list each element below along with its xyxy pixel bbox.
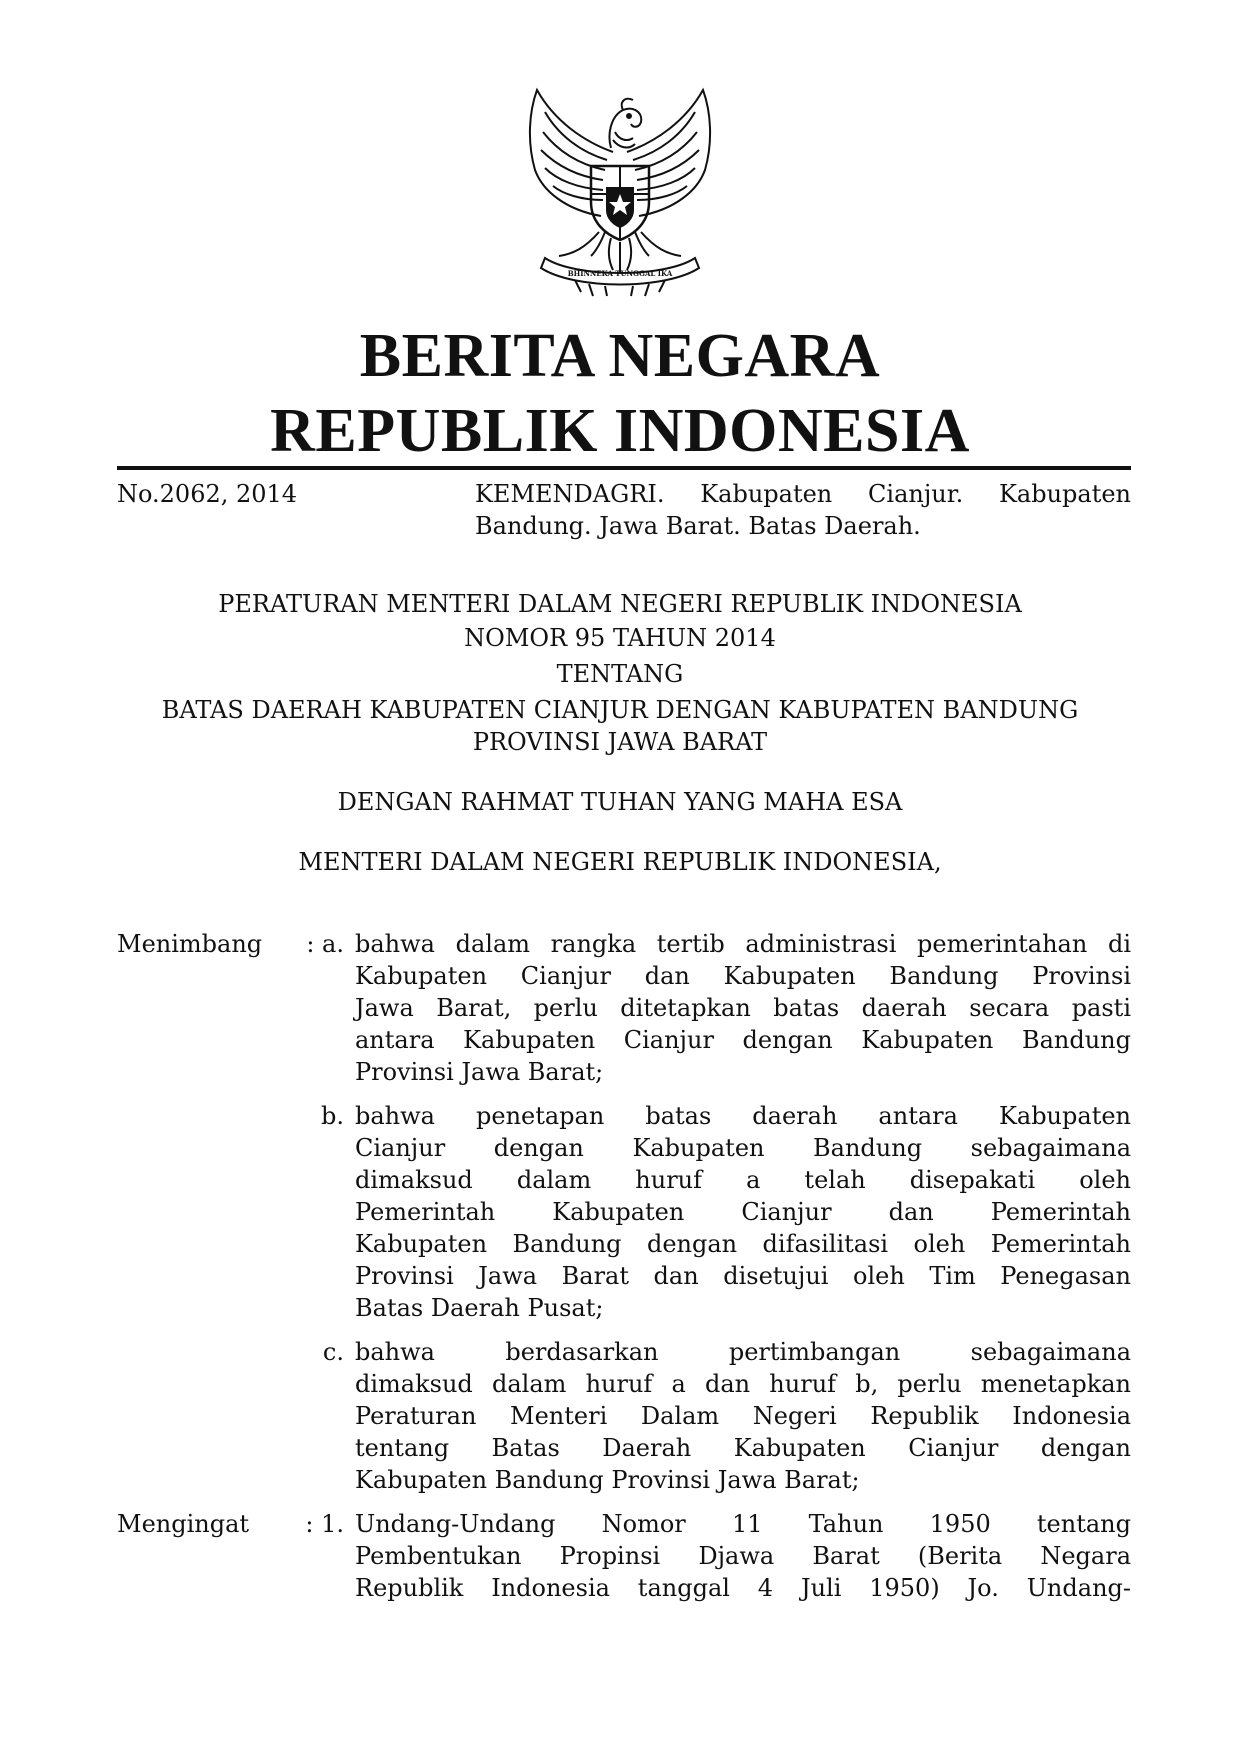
menimbang-marker-b: b. bbox=[321, 1102, 344, 1130]
garuda-emblem-icon bbox=[515, 82, 725, 297]
menimbang-b-line: Cianjur dengan Kabupaten Bandung sebagaimana bbox=[355, 1134, 1131, 1162]
menimbang-item-b bbox=[355, 1100, 1131, 1324]
mengingat-marker-1: : 1. bbox=[305, 1510, 344, 1538]
menimbang-marker-c: c. bbox=[322, 1338, 344, 1366]
menimbang-b-line: bahwa penetapan batas daerah antara Kabupaten bbox=[355, 1102, 1131, 1130]
issue-subject bbox=[475, 478, 1131, 542]
menimbang-c-line: dimaksud dalam huruf a dan huruf b, perlu menetapkan bbox=[355, 1370, 1131, 1398]
issue-subject-line-2: Bandung. Jawa Barat. Batas Daerah. bbox=[475, 512, 921, 540]
menimbang-label: Menimbang bbox=[117, 930, 263, 958]
regulation-subject-line-1: BATAS DAERAH KABUPATEN CIANJUR DENGAN KABUPATEN BANDUNG bbox=[161, 696, 1079, 724]
menimbang-c-line: Peraturan Menteri Dalam Negeri Republik Indonesia bbox=[355, 1402, 1131, 1430]
regulation-title: PERATURAN MENTERI DALAM NEGERI REPUBLIK INDONESIA bbox=[218, 590, 1022, 618]
motto-text: BHINNEKA TUNGGAL IKA bbox=[567, 269, 673, 278]
regulation-subject-line-2: PROVINSI JAWA BARAT bbox=[472, 728, 768, 756]
masthead-divider bbox=[117, 466, 1131, 470]
issuing-authority: MENTERI DALAM NEGERI REPUBLIK INDONESIA, bbox=[298, 848, 942, 876]
menimbang-c-line: tentang Batas Daerah Kabupaten Cianjur dengan bbox=[355, 1434, 1131, 1462]
issue-subject-line-1: KEMENDAGRI. Kabupaten Cianjur. Kabupaten bbox=[475, 480, 1131, 508]
mengingat-1-line: Republik Indonesia tanggal 4 Juli 1950) Jo. Undang- bbox=[355, 1574, 1131, 1602]
regulation-number: NOMOR 95 TAHUN 2014 bbox=[464, 624, 776, 652]
menimbang-item-c bbox=[355, 1336, 1131, 1496]
masthead-line-1: BERITA NEGARA bbox=[359, 322, 881, 390]
mengingat-1-line: Undang-Undang Nomor 11 Tahun 1950 tentang bbox=[355, 1510, 1131, 1538]
menimbang-a-line: bahwa dalam rangka tertib administrasi pemerintahan di bbox=[355, 930, 1131, 958]
invocation: DENGAN RAHMAT TUHAN YANG MAHA ESA bbox=[337, 788, 903, 816]
menimbang-a-line: Kabupaten Cianjur dan Kabupaten Bandung Provinsi bbox=[355, 962, 1131, 990]
mengingat-item-1 bbox=[355, 1508, 1131, 1604]
menimbang-c-line: Kabupaten Bandung Provinsi Jawa Barat; bbox=[355, 1466, 860, 1494]
issue-number: No.2062, 2014 bbox=[117, 480, 298, 508]
mengingat-label: Mengingat bbox=[117, 1510, 250, 1538]
menimbang-b-line: Provinsi Jawa Barat dan disetujui oleh Tim Penegasan bbox=[355, 1262, 1131, 1290]
menimbang-b-line: Pemerintah Kabupaten Cianjur dan Pemerintah bbox=[355, 1198, 1131, 1226]
masthead-line-2: REPUBLIK INDONESIA bbox=[270, 397, 970, 465]
regulation-about: TENTANG bbox=[556, 660, 684, 688]
menimbang-item-a bbox=[355, 928, 1131, 1088]
mengingat-1-line: Pembentukan Propinsi Djawa Barat (Berita Negara bbox=[355, 1542, 1131, 1570]
menimbang-b-line: dimaksud dalam huruf a telah disepakati oleh bbox=[355, 1166, 1131, 1194]
menimbang-a-line: Jawa Barat, perlu ditetapkan batas daerah secara pasti bbox=[355, 994, 1131, 1022]
menimbang-marker-a: : a. bbox=[306, 930, 344, 958]
menimbang-b-line: Kabupaten Bandung dengan difasilitasi oleh Pemerintah bbox=[355, 1230, 1131, 1258]
menimbang-b-line: Batas Daerah Pusat; bbox=[355, 1294, 604, 1322]
menimbang-c-line: bahwa berdasarkan pertimbangan sebagaimana bbox=[355, 1338, 1131, 1366]
menimbang-a-line: antara Kabupaten Cianjur dengan Kabupaten Bandung bbox=[355, 1026, 1131, 1054]
menimbang-a-line: Provinsi Jawa Barat; bbox=[355, 1058, 604, 1086]
